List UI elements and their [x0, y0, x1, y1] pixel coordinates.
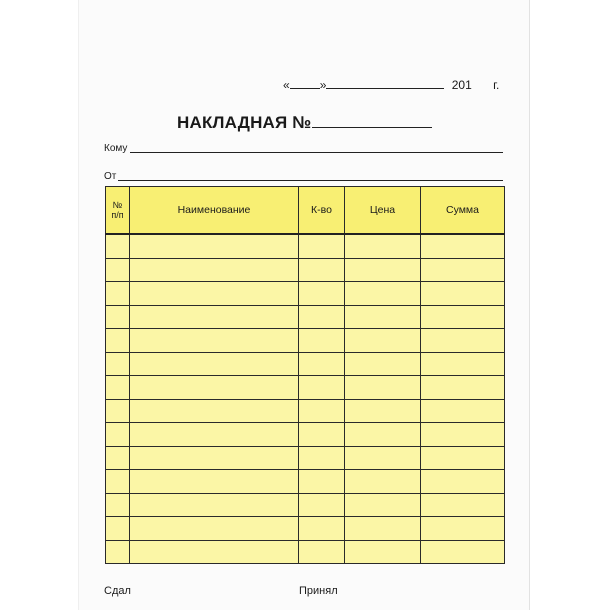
cell-num[interactable] [106, 399, 130, 423]
cell-name[interactable] [130, 540, 299, 564]
cell-name[interactable] [130, 376, 299, 400]
column-header-sum: Сумма [421, 187, 505, 235]
cell-price[interactable] [345, 329, 421, 353]
to-field [104, 143, 504, 154]
cell-name[interactable] [130, 352, 299, 376]
cell-sum[interactable] [421, 540, 505, 564]
items-table [105, 186, 505, 564]
cell-name[interactable] [130, 423, 299, 447]
cell-sum[interactable] [421, 282, 505, 306]
cell-price[interactable] [345, 470, 421, 494]
table-body [106, 234, 505, 564]
table-row [106, 446, 505, 470]
cell-num[interactable] [106, 352, 130, 376]
table-row [106, 282, 505, 306]
cell-price[interactable] [345, 493, 421, 517]
cell-name[interactable] [130, 493, 299, 517]
cell-num[interactable] [106, 305, 130, 329]
cell-num[interactable] [106, 517, 130, 541]
cell-num[interactable] [106, 446, 130, 470]
cell-name[interactable] [130, 305, 299, 329]
cell-price[interactable] [345, 540, 421, 564]
day-blank[interactable] [290, 78, 320, 89]
column-header-qty: К-во [299, 187, 345, 235]
year-suffix: г. [493, 78, 500, 92]
table-header-row [106, 187, 505, 235]
cell-sum[interactable] [421, 258, 505, 282]
cell-num[interactable] [106, 329, 130, 353]
cell-price[interactable] [345, 258, 421, 282]
cell-qty[interactable] [299, 423, 345, 447]
column-header-number-line1: № [112, 200, 123, 210]
to-blank-line[interactable] [130, 152, 503, 153]
cell-price[interactable] [345, 305, 421, 329]
cell-sum[interactable] [421, 305, 505, 329]
cell-qty[interactable] [299, 352, 345, 376]
cell-qty[interactable] [299, 376, 345, 400]
table-row [106, 517, 505, 541]
cell-price[interactable] [345, 282, 421, 306]
cell-qty[interactable] [299, 399, 345, 423]
cell-price[interactable] [345, 352, 421, 376]
cell-num[interactable] [106, 540, 130, 564]
table-row [106, 329, 505, 353]
cell-name[interactable] [130, 234, 299, 258]
cell-num[interactable] [106, 470, 130, 494]
cell-name[interactable] [130, 517, 299, 541]
cell-qty[interactable] [299, 282, 345, 306]
cell-price[interactable] [345, 446, 421, 470]
from-field [104, 171, 504, 182]
column-header-price: Цена [345, 187, 421, 235]
table-row [106, 258, 505, 282]
table-row [106, 423, 505, 447]
from-label: От [104, 171, 117, 182]
column-header-number [106, 187, 130, 235]
cell-num[interactable] [106, 493, 130, 517]
table-row [106, 399, 505, 423]
table-row [106, 540, 505, 564]
cell-qty[interactable] [299, 540, 345, 564]
open-quote: « [283, 78, 290, 92]
to-label: Кому [104, 143, 128, 154]
cell-sum[interactable] [421, 446, 505, 470]
cell-sum[interactable] [421, 517, 505, 541]
table-row [106, 305, 505, 329]
cell-name[interactable] [130, 258, 299, 282]
close-quote: » [319, 78, 327, 92]
invoice-number-blank[interactable] [312, 113, 432, 128]
month-blank[interactable] [326, 78, 444, 89]
cell-name[interactable] [130, 399, 299, 423]
cell-name[interactable] [130, 329, 299, 353]
cell-num[interactable] [106, 423, 130, 447]
cell-sum[interactable] [421, 423, 505, 447]
table-row [106, 493, 505, 517]
column-header-name: Наименование [130, 187, 299, 235]
cell-price[interactable] [345, 517, 421, 541]
cell-price[interactable] [345, 399, 421, 423]
cell-sum[interactable] [421, 399, 505, 423]
cell-sum[interactable] [421, 376, 505, 400]
cell-qty[interactable] [299, 234, 345, 258]
cell-name[interactable] [130, 446, 299, 470]
table-row [106, 376, 505, 400]
cell-qty[interactable] [299, 493, 345, 517]
cell-name[interactable] [130, 282, 299, 306]
cell-price[interactable] [345, 376, 421, 400]
cell-sum[interactable] [421, 352, 505, 376]
cell-price[interactable] [345, 423, 421, 447]
table-row [106, 234, 505, 258]
cell-num[interactable] [106, 258, 130, 282]
handed-over-label: Сдал [104, 585, 131, 597]
cell-name[interactable] [130, 470, 299, 494]
table-row [106, 470, 505, 494]
cell-sum[interactable] [421, 329, 505, 353]
table-row [106, 352, 505, 376]
year-prefix: 201 [451, 78, 472, 92]
cell-num[interactable] [106, 376, 130, 400]
cell-num[interactable] [106, 234, 130, 258]
received-label: Принял [299, 585, 338, 597]
cell-qty[interactable] [299, 305, 345, 329]
cell-qty[interactable] [299, 446, 345, 470]
title-label: НАКЛАДНАЯ № [177, 113, 312, 132]
from-blank-line[interactable] [118, 180, 503, 181]
cell-qty[interactable] [299, 470, 345, 494]
cell-price[interactable] [345, 234, 421, 258]
cell-qty[interactable] [299, 258, 345, 282]
date-line [283, 78, 499, 92]
cell-qty[interactable] [299, 517, 345, 541]
document-title [177, 113, 432, 133]
column-header-number-line2: п/п [111, 210, 124, 220]
cell-num[interactable] [106, 282, 130, 306]
cell-sum[interactable] [421, 493, 505, 517]
cell-qty[interactable] [299, 329, 345, 353]
cell-sum[interactable] [421, 470, 505, 494]
cell-sum[interactable] [421, 234, 505, 258]
